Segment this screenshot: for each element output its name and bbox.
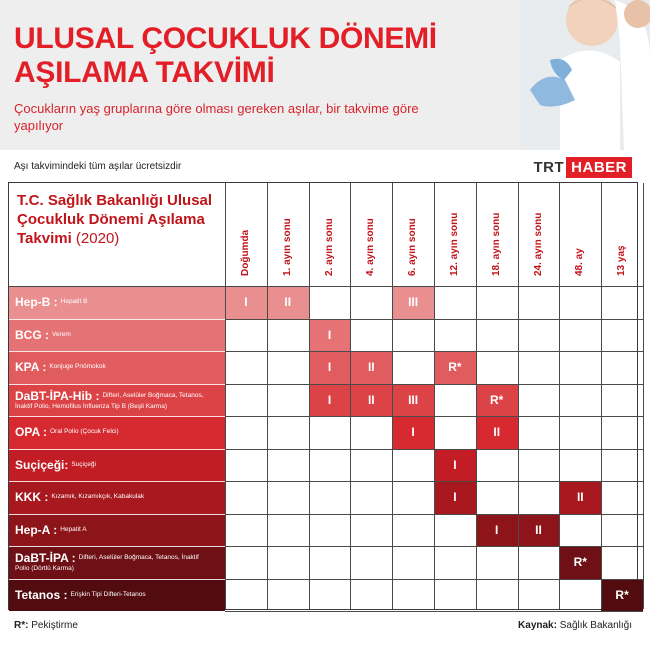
dose-cell: R*: [476, 384, 518, 417]
column-header: 18. ayın sonu: [490, 212, 502, 276]
grid-line: [225, 546, 643, 547]
vaccine-name: DaBT-İPA-Hib :: [15, 388, 100, 403]
title-line-1: ULUSAL ÇOCUKLUK DÖNEMİ: [14, 22, 437, 55]
grid-line: [225, 351, 643, 352]
vaccine-row-label: [9, 351, 225, 384]
dose-cell: I: [434, 481, 476, 514]
legend-text: Pekiştirme: [31, 620, 78, 631]
dose-cell: II: [476, 416, 518, 449]
vaccine-description: Konjuge Pnömokok: [49, 363, 106, 371]
vaccine-description: Difteri, Aselüler Boğmaca, Tetanos, İnaktif: [78, 554, 199, 562]
logo-trt: TRT: [533, 158, 565, 176]
vaccine-name: Hep-A :: [15, 522, 58, 537]
subtitle: Çocukların yaş gruplarına göre olması gereken aşılar, bir takvime göre yapılıyor: [14, 101, 419, 133]
vaccine-name: Tetanos :: [15, 587, 68, 602]
doctor-child-photo: [520, 0, 650, 150]
dose-cell: I: [309, 384, 351, 417]
grid-line: [225, 514, 643, 515]
grid-line: [225, 384, 643, 385]
column-header: 12. ayın sonu: [448, 212, 460, 276]
column-header: 24. ayın sonu: [532, 212, 544, 276]
vaccine-row-label: [9, 546, 225, 579]
vaccine-row-label: [9, 319, 225, 352]
grid-line: [225, 449, 643, 450]
vaccine-description: Oral Polio (Çocuk Felci): [50, 428, 119, 436]
free-vaccines-note: Aşı takvimindeki tüm aşılar ücretsizdir: [14, 161, 182, 172]
table-year: (2020): [75, 230, 120, 247]
column-header: 2. ayın sonu: [323, 218, 335, 276]
column-header: 1. ayın sonu: [281, 218, 293, 276]
dose-cell: I: [392, 416, 434, 449]
source: [518, 620, 632, 631]
dose-cell: I: [309, 319, 351, 352]
logo-haber: HABER: [566, 157, 632, 178]
vaccine-description: Kızamık, Kızamıkçık, Kabakulak: [51, 493, 145, 501]
grid-line: [225, 416, 643, 417]
dose-cell: I: [476, 514, 518, 547]
vaccine-row-label: [9, 416, 225, 449]
source-label: Kaynak:: [518, 620, 557, 631]
dose-cell: II: [350, 384, 392, 417]
vaccine-row-label: [9, 579, 225, 612]
table-title-cell: [9, 183, 225, 286]
dose-cell: II: [518, 514, 560, 547]
dose-cell: III: [392, 286, 434, 319]
dose-cell: II: [267, 286, 309, 319]
vaccine-row-label: [9, 514, 225, 547]
column-header: 13 yaş: [616, 245, 628, 276]
vaccine-row-label: [9, 481, 225, 514]
vaccine-description: Suçiçeği: [71, 460, 96, 468]
grid-line: [225, 481, 643, 482]
dose-cell: I: [434, 449, 476, 482]
column-header: 48. ay: [574, 248, 586, 276]
source-text: Sağlık Bakanlığı: [559, 620, 632, 631]
vaccine-description: Difteri, Aselüler Boğmaca, Tetanos,: [102, 391, 204, 399]
grid-line: [643, 183, 644, 609]
vaccine-name: KKK :: [15, 490, 49, 505]
title-line-2: AŞILAMA TAKVİMİ: [14, 56, 275, 89]
dose-cell: II: [350, 351, 392, 384]
vaccine-description-cont: Polio (Dörtlü Karma): [15, 565, 74, 573]
column-header: 4. ayın sonu: [365, 218, 377, 276]
vaccine-description: Verem: [52, 330, 71, 338]
dose-cell: I: [309, 351, 351, 384]
grid-line: [225, 579, 643, 580]
column-header: 6. ayın sonu: [407, 218, 419, 276]
legend-mark: R*:: [14, 620, 29, 631]
column-header: Doğumda: [239, 229, 251, 276]
trt-haber-logo: [533, 156, 632, 178]
grid-line: [225, 319, 643, 320]
dose-cell: III: [392, 384, 434, 417]
page-title: [14, 22, 504, 90]
table-title: T.C. Sağlık Bakanlığı Ulusal Çocukluk Dönemi Aşılama Takvimi: [17, 192, 213, 247]
vaccine-description: Hepatit B: [60, 298, 88, 306]
vaccine-description: Hepatit A: [60, 525, 87, 533]
dose-cell: R*: [434, 351, 476, 384]
vaccine-row-label: [9, 286, 225, 319]
vaccine-name: Hep-B :: [15, 295, 58, 310]
vaccine-name: DaBT-İPA :: [15, 551, 76, 566]
vaccine-name: KPA :: [15, 360, 47, 375]
dose-cell: II: [559, 481, 601, 514]
vaccine-row-label: [9, 449, 225, 482]
vaccination-table: [8, 182, 638, 610]
dose-cell: R*: [601, 579, 643, 612]
vaccine-name: BCG :: [15, 327, 49, 342]
grid-line: [225, 286, 643, 287]
dose-cell: R*: [559, 546, 601, 579]
vaccine-row-label: [9, 384, 225, 417]
dose-cell: I: [225, 286, 267, 319]
vaccine-name: OPA :: [15, 425, 47, 440]
grid-line: [225, 611, 643, 612]
vaccine-description: Erişkin Tipi Difteri-Tetanos: [70, 590, 146, 598]
vaccine-description-cont: İnaktif Polio, Hemofilus İnfluenza Tip B (Beşli Karma): [15, 402, 168, 410]
vaccine-name: Suçiçeği:: [15, 457, 69, 472]
legend: [14, 620, 78, 631]
